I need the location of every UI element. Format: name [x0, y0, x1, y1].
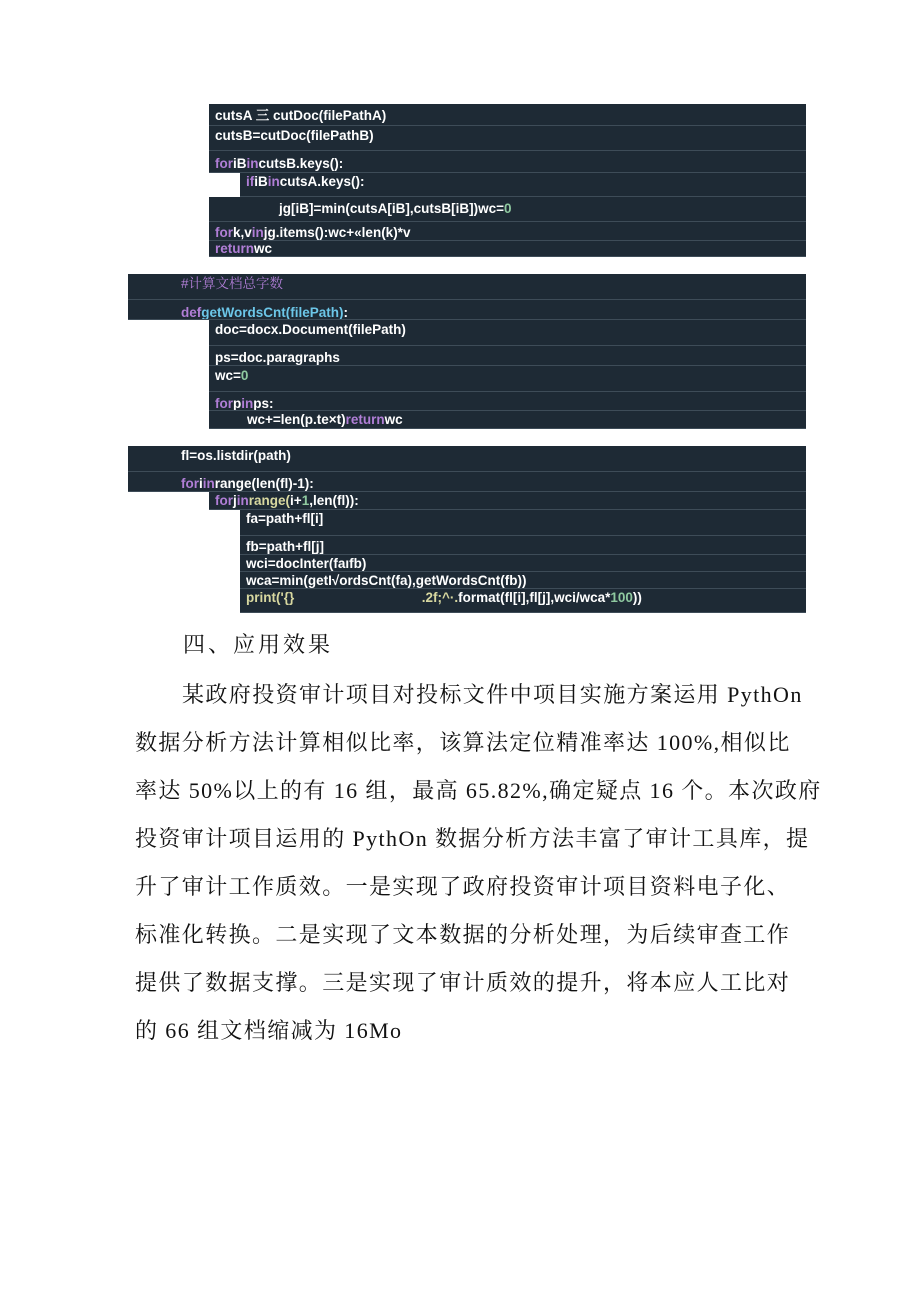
code-token: fl=os.listdir(path)	[181, 448, 291, 463]
code-token: i	[199, 476, 203, 491]
code-token: range(len(fl)-1):	[214, 476, 314, 491]
paragraph-line: 率达 50%以上的有 16 组，最高 65.82%,确定疑点 16 个。本次政府	[135, 778, 822, 803]
paragraph-line: 提供了数据支撑。三是实现了审计质效的提升，将本应人工比对	[135, 970, 791, 995]
code-token: wc	[384, 412, 403, 427]
code-string: range(	[248, 493, 291, 508]
code-line	[128, 472, 806, 492]
paragraph-line: 投资审计项目运用的 PythOn 数据分析方法丰富了审计工具库，提	[135, 826, 810, 851]
code-token: ,len(fl)):	[309, 493, 359, 508]
code-token: doc=docx.Document(filePath)	[215, 322, 406, 337]
code-keyword: in	[246, 156, 259, 171]
code-token: iB	[233, 156, 247, 171]
code-token: wc=	[215, 368, 241, 383]
code-line	[209, 151, 806, 173]
code-number: 0	[504, 201, 512, 216]
code-token: cutsB.keys():	[258, 156, 344, 171]
code-token: iB	[254, 174, 268, 189]
code-token: fb)	[349, 556, 367, 571]
code-line	[209, 392, 806, 411]
code-keyword: for	[181, 476, 199, 491]
code-line	[240, 572, 806, 589]
code-keyword: if	[246, 174, 255, 189]
code-token: cutsA.keys():	[279, 174, 365, 189]
code-token: jg.items():wc+«len(k)*v	[263, 225, 411, 240]
code-comment	[128, 274, 806, 300]
code-token: j	[233, 493, 237, 508]
code-token: +	[293, 493, 302, 508]
code-line	[209, 197, 806, 222]
code-keyword: return	[345, 412, 385, 427]
code-line	[209, 241, 806, 257]
code-line	[209, 411, 806, 429]
code-token: fb=path+fl[j]	[246, 539, 324, 554]
code-token: cutsA 三 cutDoc(filePathA)	[215, 108, 387, 123]
code-line	[209, 126, 806, 151]
code-token: wc	[254, 241, 273, 256]
section-heading: 四、应用效果	[183, 632, 334, 657]
code-keyword: in	[251, 225, 264, 240]
code-keyword: in	[267, 174, 280, 189]
code-token: cutsB=cutDoc(filePathB)	[215, 128, 374, 143]
code-token: fa=path+fl[i]	[246, 511, 324, 526]
code-keyword: for	[215, 493, 233, 508]
code-line	[209, 320, 806, 346]
code-token: ı	[345, 556, 350, 571]
code-token: p	[233, 396, 242, 411]
code-token: wca=min(getI√ordsCnt(fa),getWordsCnt(fb))	[246, 573, 527, 588]
paragraph-line: 升了审计工作质效。一是实现了政府投资审计项目资料电子化、	[135, 874, 791, 899]
code-line	[240, 589, 806, 613]
code-token: i	[290, 493, 294, 508]
code-line	[240, 173, 806, 197]
code-line	[240, 536, 806, 555]
code-line	[209, 346, 806, 366]
paragraph-line: 的 66 组文档缩减为 16Mo	[135, 1018, 403, 1043]
code-function: getWordsCnt(filePath)	[201, 305, 344, 320]
code-line	[209, 222, 806, 241]
code-token: ps=doc.paragraphs	[215, 350, 340, 365]
code-token: jg[iB]=min(cutsA[iB],cutsB[iB])wc=	[279, 201, 505, 216]
code-token: format(fl[i],fl[j],wci/wca*	[458, 590, 611, 605]
code-line	[240, 555, 806, 572]
code-token: ps:	[253, 396, 274, 411]
paragraph-line: 数据分析方法计算相似比率，该算法定位精准率达 100%,相似比	[135, 730, 791, 755]
code-number: 0	[240, 368, 249, 383]
code-line	[209, 492, 806, 510]
code-keyword: for	[215, 225, 233, 240]
code-token: wci=docInter(fa	[246, 556, 346, 571]
code-keyword: def	[181, 305, 202, 320]
code-keyword: for	[215, 156, 233, 171]
code-comment-text: #计算文档总字数	[181, 276, 284, 291]
paragraph-line: 标准化转换。二是实现了文本数据的分析处理，为后续审查工作	[135, 922, 791, 947]
code-token: wc+=len(p.te×t)	[247, 412, 346, 427]
code-token: :	[343, 305, 348, 320]
code-string: print('{} .2f;^·.	[246, 590, 459, 605]
code-keyword: in	[236, 493, 249, 508]
code-keyword: in	[241, 396, 254, 411]
code-token: ))	[632, 590, 642, 605]
code-number: 100	[610, 590, 633, 605]
code-line	[240, 510, 806, 536]
code-keyword: return	[215, 241, 255, 256]
code-number: 1	[301, 493, 310, 508]
code-line	[209, 104, 806, 126]
code-keyword: for	[215, 396, 233, 411]
code-token: k,v	[233, 225, 252, 240]
code-line	[128, 300, 806, 320]
paragraph-line: 某政府投资审计项目对投标文件中项目实施方案运用 PythOn	[182, 682, 803, 707]
code-line	[128, 446, 806, 472]
code-keyword: in	[202, 476, 215, 491]
code-line	[209, 366, 806, 392]
